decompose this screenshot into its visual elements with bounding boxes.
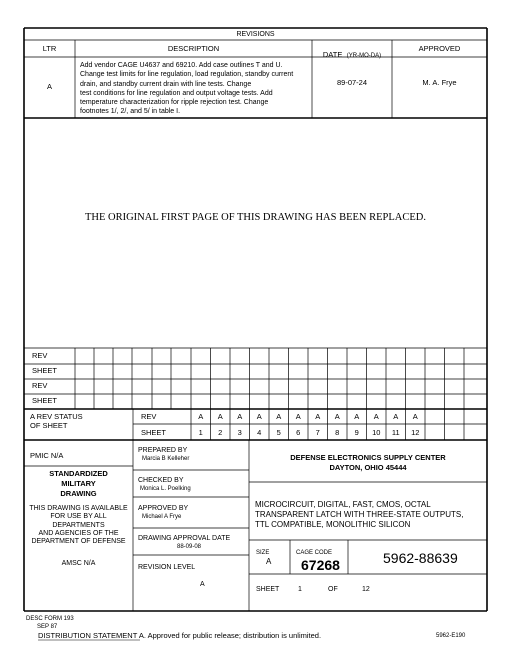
rev-status-sheet-cell: 8 xyxy=(335,428,340,437)
pmic: PMIC N/A xyxy=(30,451,64,460)
rev-status-rev-cell: A xyxy=(334,412,340,421)
revision-level-label: REVISION LEVEL xyxy=(138,564,196,571)
rev-status-label-2: OF SHEET xyxy=(30,421,68,430)
prepared-by-label: PREPARED BY xyxy=(138,447,188,454)
prepared-by-name: Marcia B Kelleher xyxy=(142,456,190,462)
description-header: DESCRIPTION xyxy=(167,44,220,53)
availability-note: THIS DRAWING IS AVAILABLE FOR USE BY ALL DEPARTMENTS AND AGENCIES OF THE DEPARTMENT OF DEFENSE xyxy=(29,505,128,546)
rev-status-sheet-cell: 2 xyxy=(218,428,223,437)
revision-approver: M. A. Frye xyxy=(422,78,457,87)
agency: DEFENSE ELECTRONICS SUPPLY CENTER DAYTON, OHIO 45444 xyxy=(290,453,446,472)
rev-status-sheet-cell: 5 xyxy=(276,428,281,437)
rev-row-label-1: REV xyxy=(32,351,48,360)
distribution-statement: DISTRIBUTION STATEMENT A. Approved for public release; distribution is unlimited. xyxy=(38,631,322,640)
rev-status-rev-cell: A xyxy=(373,412,379,421)
revision-letter: A xyxy=(46,82,52,91)
rev-status-rev-cell: A xyxy=(256,412,262,421)
sheet-current: 1 xyxy=(298,586,302,593)
revision-level-value: A xyxy=(200,581,205,588)
cage-code-label: CAGE CODE xyxy=(296,550,333,556)
replaced-notice: THE ORIGINAL FIRST PAGE OF THIS DRAWING HAS BEEN REPLACED. xyxy=(84,212,426,223)
checked-by-name: Monica L. Poelking xyxy=(140,486,191,492)
rev-status-sheet-cell: 12 xyxy=(411,428,420,437)
size-label: SIZE xyxy=(256,550,270,556)
standardized-military-drawing: STANDARDIZED MILITARY DRAWING xyxy=(49,469,108,498)
size-value: A xyxy=(266,557,272,566)
approved-by-name: Michael A Frye xyxy=(142,514,182,520)
drawing-number: 5962-88639 xyxy=(383,550,458,566)
rev-status-rev-cell: A xyxy=(295,412,301,421)
rev-status-sheet-cell: 6 xyxy=(296,428,301,437)
rev-status-rev-cell: A xyxy=(393,412,399,421)
rev-status-sheet-cell: 3 xyxy=(237,428,242,437)
rev-status-label: A REV STATUS xyxy=(30,412,83,421)
rev-status-sheet-cell: 9 xyxy=(354,428,359,437)
rev-status-rev-cell: A xyxy=(315,412,321,421)
ltr-header: LTR xyxy=(42,44,57,53)
rev-status-sheet-cell: 7 xyxy=(315,428,320,437)
form-date: SEP 87 xyxy=(37,624,58,630)
sheet-row-label-2: SHEET xyxy=(32,396,58,405)
sheet-label: SHEET xyxy=(256,586,280,593)
rev-status-rev-cell: A xyxy=(237,412,243,421)
rev-status-rev-cell: A xyxy=(217,412,223,421)
rev-status-rev-cell: A xyxy=(276,412,282,421)
form-number: DESC FORM 193 xyxy=(26,616,74,622)
cage-code-value: 67268 xyxy=(301,557,340,573)
amsc: AMSC N/A xyxy=(61,560,96,567)
date-header: DATE (YR-MO-DA) xyxy=(322,50,382,59)
approved-header: APPROVED xyxy=(418,44,461,53)
revision-date: 89-07-24 xyxy=(336,78,368,87)
rev-status-rev-cell: A xyxy=(198,412,204,421)
rev-status-sheet-cell: 4 xyxy=(257,428,262,437)
form-code: 5962-E190 xyxy=(436,633,466,639)
rev-status-rev-cell: A xyxy=(412,412,418,421)
revision-description: Add vendor CAGE U4637 and 69210. Add case outlines T and U. Change test limits for line regulation, load regulation, standby current drain, and standby current drain with line tests. Change test conditions for line regulation and output voltage tests. Add temperature characterization for ripple rejection test. Change footnotes 1/, 2/, and 5/ in table I. xyxy=(80,62,294,116)
revisions-title: REVISIONS xyxy=(236,31,275,38)
rev-row-label-2: REV xyxy=(32,381,48,390)
rev-status-rev-cell: A xyxy=(354,412,360,421)
rev-status-sheet-cell: 11 xyxy=(391,428,400,437)
rev-status-sheet-label: SHEET xyxy=(141,428,167,437)
checked-by-label: CHECKED BY xyxy=(138,477,184,484)
sheet-row-label-1: SHEET xyxy=(32,366,58,375)
rev-status-sheet-cell: 1 xyxy=(198,428,203,437)
approval-date-value: 88-09-08 xyxy=(177,544,202,550)
approved-by-label: APPROVED BY xyxy=(138,505,189,512)
approval-date-label: DRAWING APPROVAL DATE xyxy=(138,535,231,542)
drawing-title: MICROCIRCUIT, DIGITAL, FAST, CMOS, OCTAL TRANSPARENT LATCH WITH THREE-STATE OUTPUTS, TTL COMPATIBLE, MONOLITHIC SILICON xyxy=(255,500,464,529)
rev-status-rev-label: REV xyxy=(141,412,157,421)
rev-status-sheet-cell: 10 xyxy=(372,428,381,437)
sheet-total: 12 xyxy=(362,586,370,593)
sheet-of-label: OF xyxy=(328,586,338,593)
